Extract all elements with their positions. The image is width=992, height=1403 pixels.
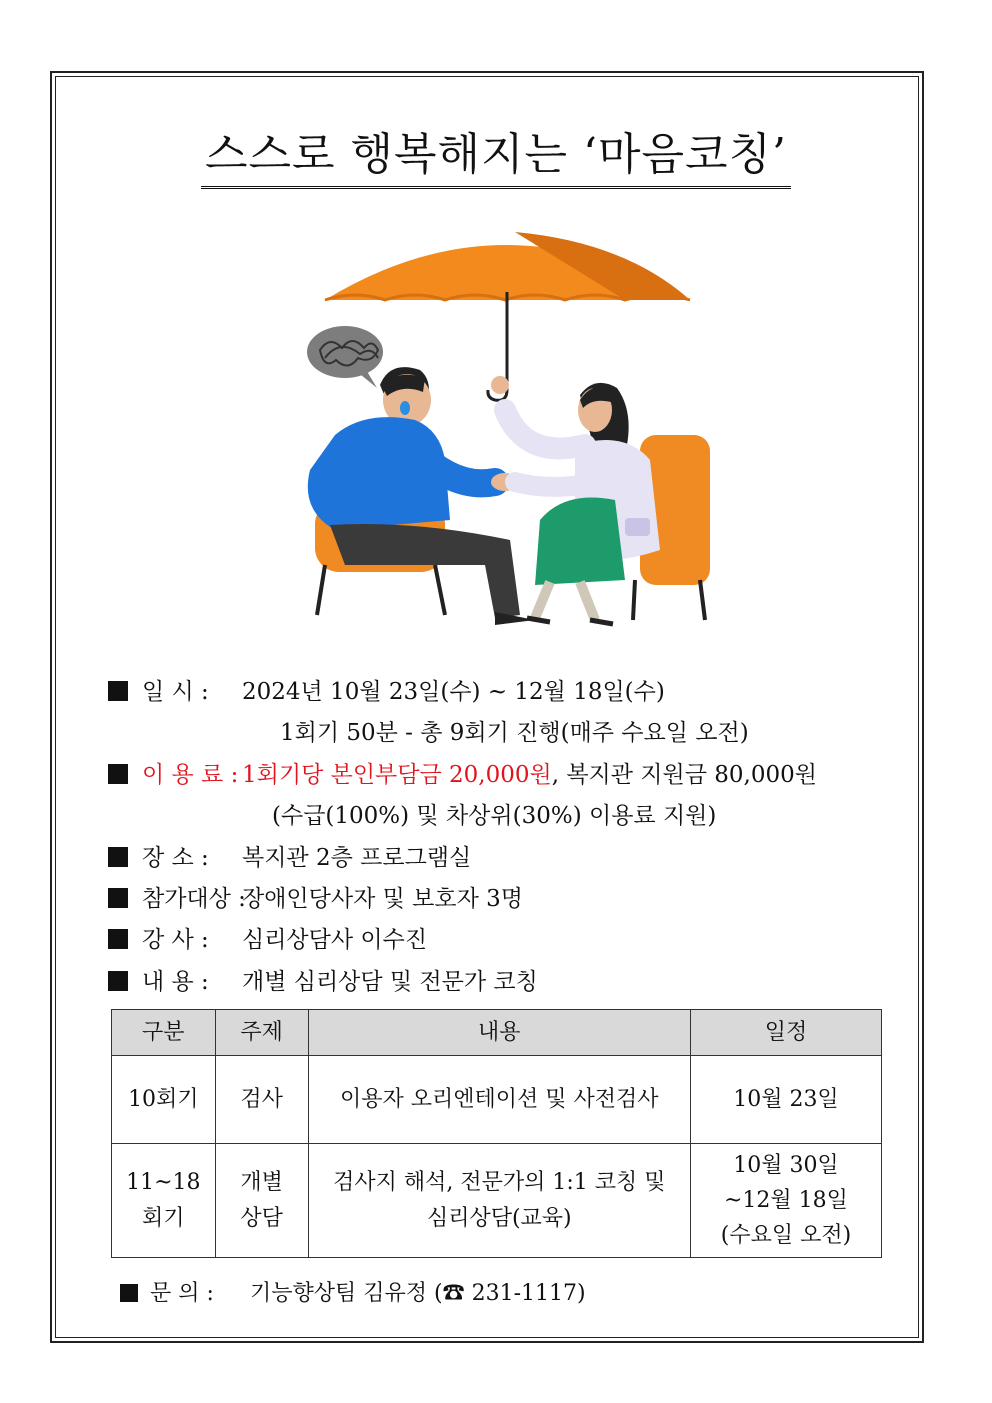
- place-value: 복지관 2층 프로그램실: [242, 845, 472, 871]
- fee-row: [108, 756, 817, 789]
- date-row: [108, 673, 665, 706]
- contact-label: 문 의 :: [150, 1281, 214, 1306]
- content-label: 내 용 :: [142, 969, 209, 995]
- content-line: 심리상담(교육): [426, 1205, 572, 1231]
- page-title: 스스로 행복해지는 ‘마음코칭’: [0, 118, 992, 189]
- table-row: [112, 1056, 882, 1144]
- instructor-row: [108, 921, 427, 954]
- header-date: 일정: [690, 1010, 881, 1056]
- content-row: [108, 963, 538, 996]
- target-value: 장애인당사자 및 보호자 3명: [242, 886, 523, 912]
- topic-line: 상담: [240, 1205, 283, 1231]
- place-label: 장 소 :: [142, 845, 209, 871]
- target-label: 참가대상 :: [142, 886, 246, 912]
- cell-session: 10회기: [112, 1056, 216, 1144]
- fee-value-highlight: 1회기당 본인부담금 20,000원: [242, 762, 552, 788]
- table-header-row: [112, 1010, 882, 1056]
- topic-line: 개별: [240, 1170, 283, 1196]
- square-bullet-icon: [108, 847, 128, 867]
- session-line: 회기: [142, 1205, 185, 1231]
- date-label: 일 시 :: [142, 679, 209, 705]
- header-session: 구분: [112, 1010, 216, 1056]
- date-value: 2024년 10월 23일(수) ~ 12월 18일(수): [242, 679, 665, 705]
- square-bullet-icon: [108, 971, 128, 991]
- square-bullet-icon: [120, 1284, 138, 1302]
- cell-topic: [215, 1144, 308, 1258]
- square-bullet-icon: [108, 681, 128, 701]
- instructor-label: 강 사 :: [142, 927, 209, 953]
- header-content: 내용: [308, 1010, 690, 1056]
- date-detail: 1회기 50분 - 총 9회기 진행(매주 수요일 오전): [280, 720, 749, 746]
- contact-value: 기능향상팀 김유정 (☎ 231-1117): [250, 1281, 586, 1306]
- square-bullet-icon: [108, 888, 128, 908]
- cell-content: 이용자 오리엔테이션 및 사전검사: [308, 1056, 690, 1144]
- date-line: 10월 30일: [733, 1152, 839, 1178]
- fee-detail: (수급(100%) 및 차상위(30%) 이용료 지원): [272, 803, 717, 829]
- cell-content: [308, 1144, 690, 1258]
- cell-session: [112, 1144, 216, 1258]
- fee-value-rest: , 복지관 지원금 80,000원: [551, 762, 817, 788]
- contact-row: [120, 1276, 586, 1307]
- instructor-value: 심리상담사 이수진: [242, 927, 428, 953]
- cell-date: [690, 1144, 881, 1258]
- content-value: 개별 심리상담 및 전문가 코칭: [242, 969, 538, 995]
- schedule-table: [111, 1009, 882, 1258]
- counseling-illustration: [295, 220, 725, 640]
- square-bullet-icon: [108, 764, 128, 784]
- header-topic: 주제: [215, 1010, 308, 1056]
- date-line: (수요일 오전): [720, 1223, 852, 1249]
- cell-date: 10월 23일: [690, 1056, 881, 1144]
- fee-label: 이 용 료 :: [142, 762, 239, 788]
- square-bullet-icon: [108, 929, 128, 949]
- umbrella-icon: [325, 232, 690, 400]
- place-row: [108, 839, 471, 872]
- cell-topic: 검사: [215, 1056, 308, 1144]
- target-row: [108, 880, 523, 913]
- session-line: 11~18: [126, 1170, 201, 1196]
- date-line: ~12월 18일: [724, 1187, 848, 1213]
- speech-bubble-icon: [307, 326, 383, 388]
- table-row: [112, 1144, 882, 1258]
- content-line: 검사지 해석, 전문가의 1:1 코칭 및: [333, 1170, 666, 1196]
